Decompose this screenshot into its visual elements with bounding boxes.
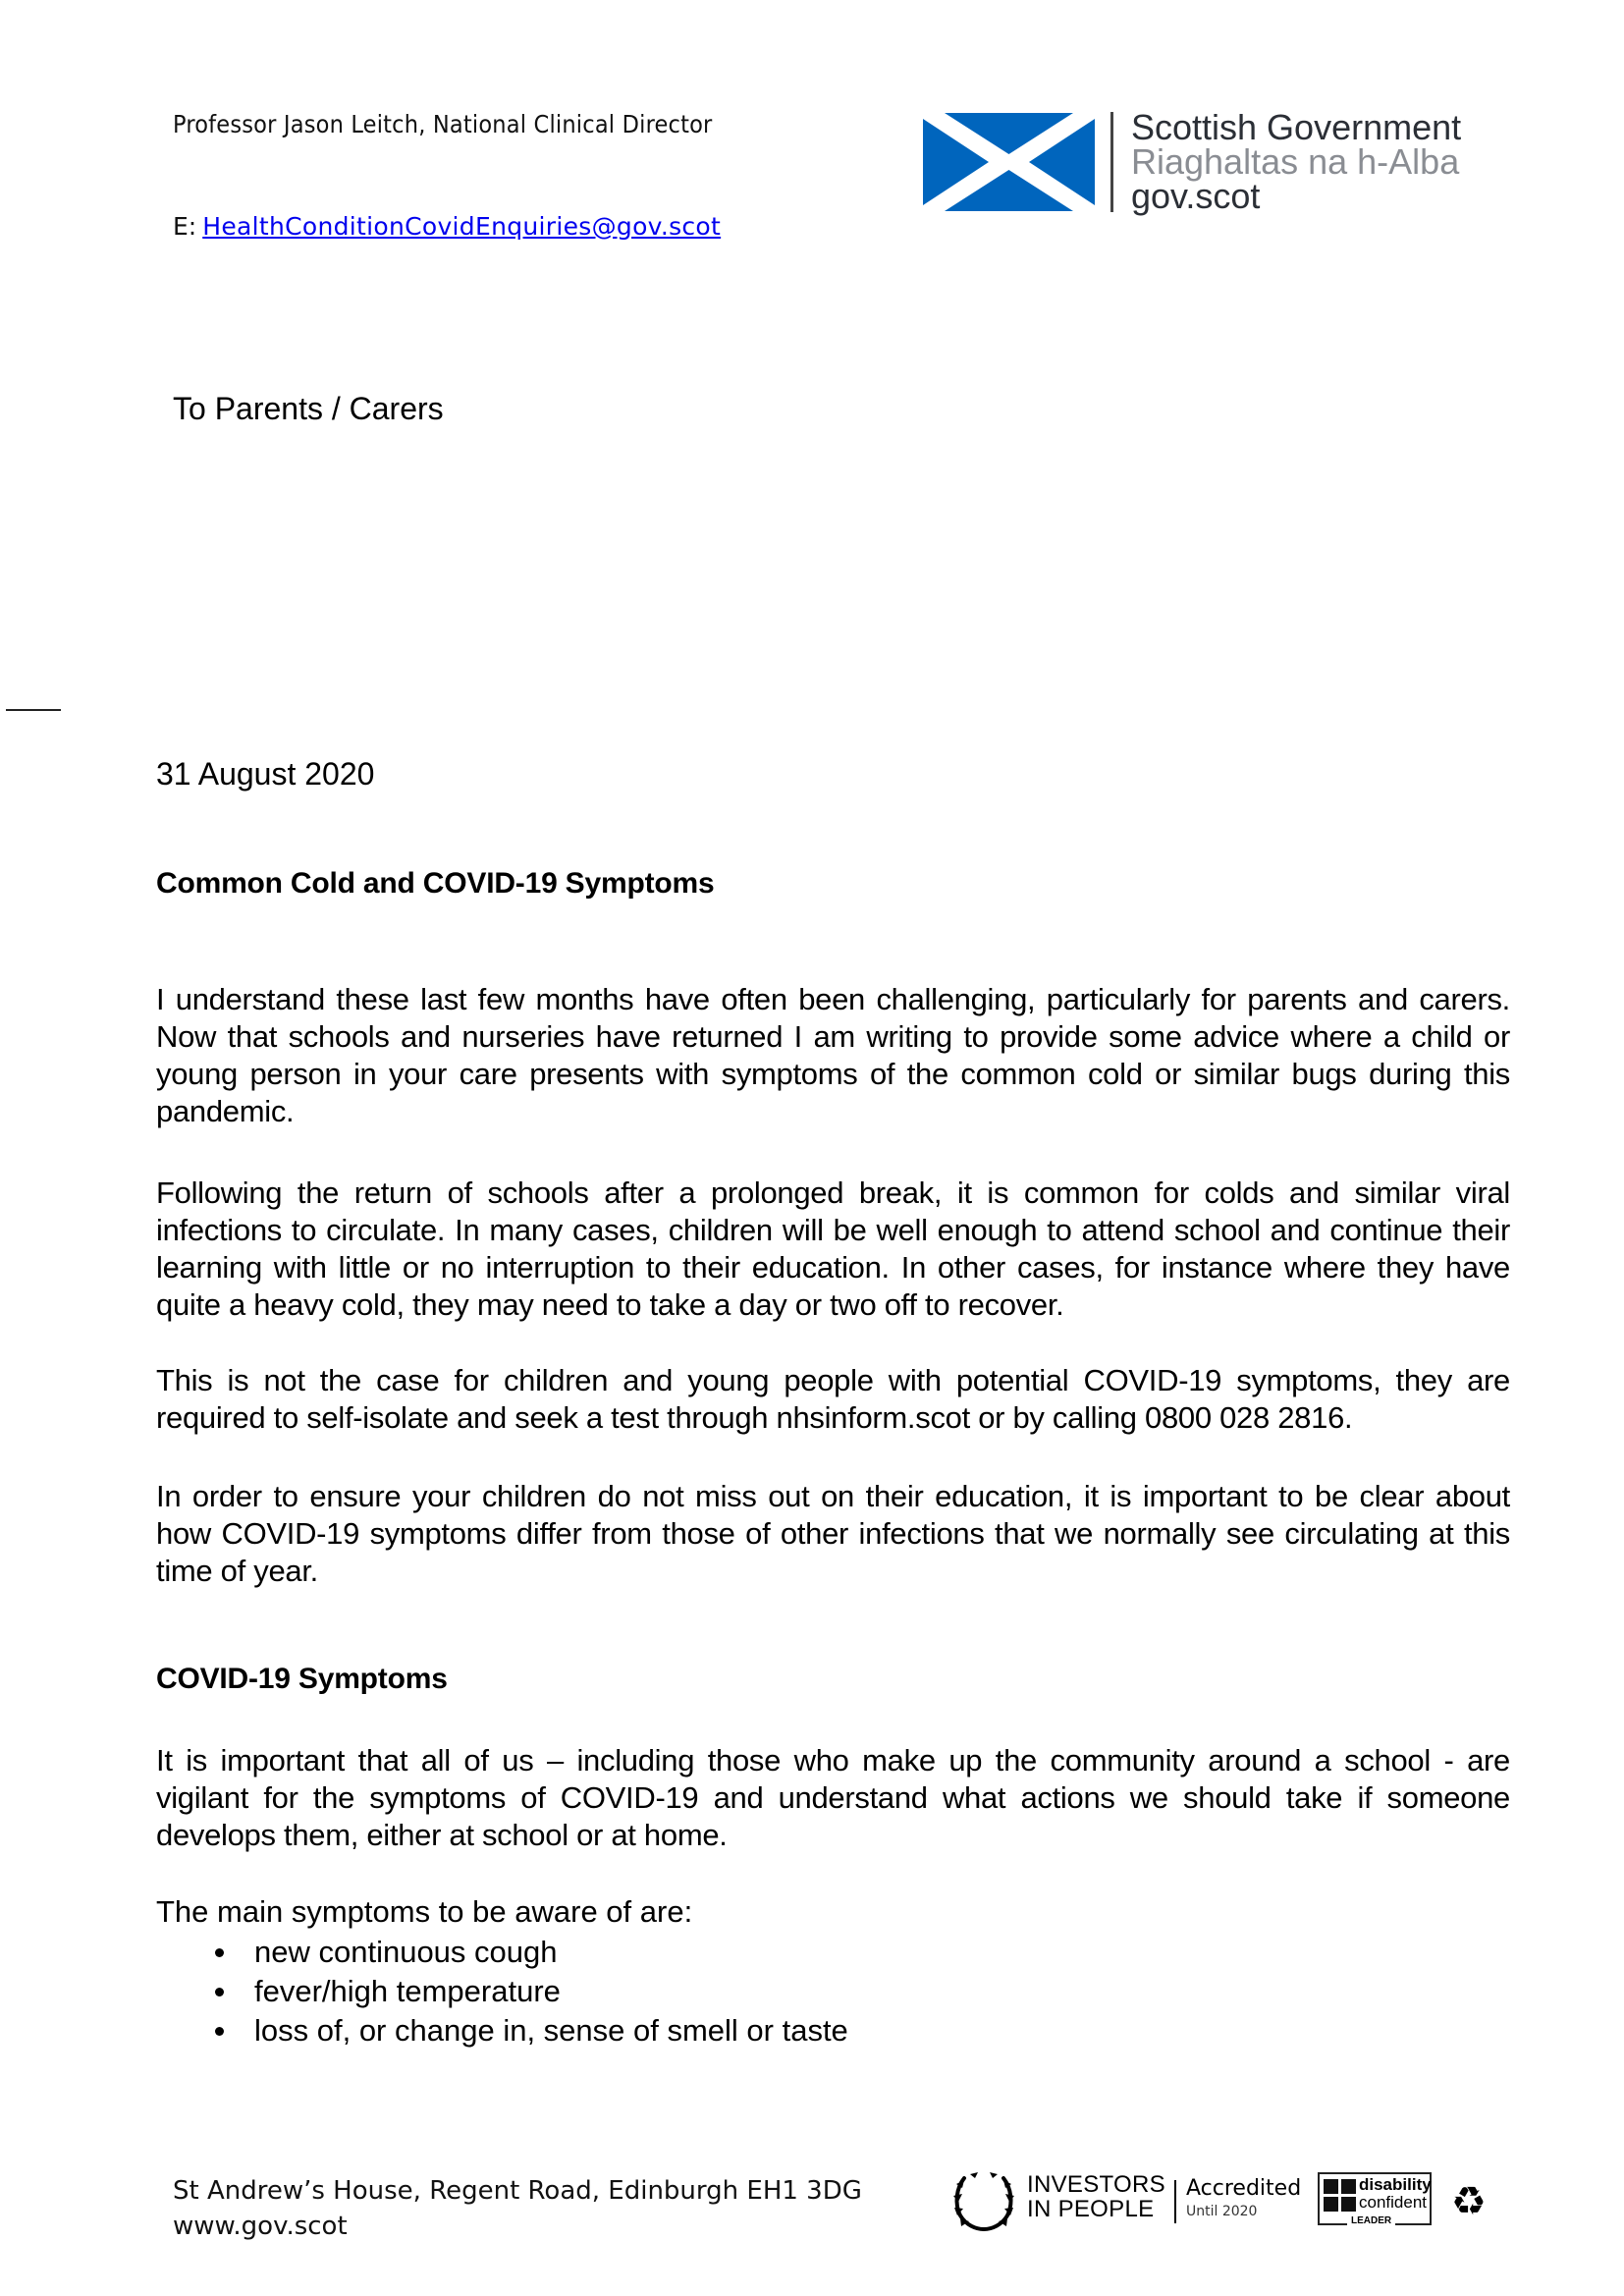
section-heading-covid-symptoms: COVID-19 Symptoms	[156, 1663, 448, 1695]
paragraph-1: I understand these last few months have often been challenging, particularly for parents and carers. Now that schools and nurseries have returned I am writing to provide some advice where a child or young person in your care presents with symptoms of the common cold or similar bugs during this pandemic.	[156, 982, 1510, 1128]
person-badge-icon	[1341, 2197, 1356, 2212]
symptom-text: loss of, or change in, sense of smell or taste	[254, 2013, 848, 2048]
paragraph-4: In order to ensure your children do not miss out on their education, it is important to be clear about how COVID-19 symptoms differ from those of other infections that we normally see circulating at this time of year.	[156, 1479, 1510, 1588]
paragraph-5: It is important that all of us – including those who make up the community around a school - are vigilant for the symptoms of COVID-19 and understand what actions we should take if someone develops them, either at school or at home.	[156, 1743, 1510, 1852]
symptom-text: new continuous cough	[254, 1935, 558, 1969]
iip-divider	[1174, 2180, 1176, 2223]
bullet-icon	[215, 1948, 224, 1957]
email-label: E:	[173, 212, 197, 241]
disability-confident-icons	[1324, 2179, 1356, 2212]
letter-date: 31 August 2020	[156, 756, 375, 792]
investors-in-people-text	[1027, 2172, 1165, 2221]
check-icon	[1341, 2179, 1356, 2194]
iip-line2: IN PEOPLE	[1027, 2196, 1155, 2222]
logo-line-gaelic: Riaghaltas na h-Alba	[1131, 141, 1460, 182]
disability-confident-logo	[1318, 2172, 1432, 2225]
logo-line-domain: gov.scot	[1131, 176, 1261, 216]
recycle-icon: ♻	[1451, 2179, 1487, 2224]
accreditation-text	[1186, 2178, 1301, 2222]
footer-address-block	[173, 2173, 862, 2244]
fold-mark	[6, 709, 61, 711]
bullet-icon	[215, 2027, 224, 2036]
saltire-flag-icon	[923, 113, 1095, 211]
scottish-government-logo	[923, 107, 1512, 226]
logo-text	[1131, 107, 1462, 216]
salutation: To Parents / Carers	[173, 391, 444, 426]
list-item	[211, 1972, 848, 2011]
dc-line2: confident	[1359, 2193, 1427, 2212]
laurel-wreath-icon	[950, 2170, 1017, 2233]
accredited-label: Accredited	[1186, 2176, 1302, 2201]
footer-address: St Andrew’s House, Regent Road, Edinburgh EH1 3DG	[173, 2176, 862, 2206]
dc-line1: disability	[1359, 2175, 1432, 2194]
symptoms-intro: The main symptoms to be aware of are:	[156, 1894, 693, 1929]
letter-heading: Common Cold and COVID-19 Symptoms	[156, 867, 715, 900]
bullet-icon	[215, 1988, 224, 1996]
footer-website: www.gov.scot	[173, 2212, 348, 2241]
sender-name: Professor Jason Leitch, National Clinical Director	[173, 110, 713, 138]
dc-level: LEADER	[1347, 2215, 1395, 2226]
list-item	[211, 1933, 848, 1972]
people-icon	[1324, 2179, 1338, 2194]
logo-divider	[1110, 112, 1113, 212]
padlock-icon	[1324, 2197, 1338, 2212]
symptoms-list	[211, 1933, 848, 2050]
list-item	[211, 2011, 848, 2050]
email-link[interactable]: HealthConditionCovidEnquiries@gov.scot	[202, 212, 722, 241]
iip-line1: INVESTORS	[1027, 2171, 1165, 2198]
logo-line-english: Scottish Government	[1131, 107, 1462, 147]
symptom-text: fever/high temperature	[254, 1974, 561, 2008]
paragraph-2: Following the return of schools after a prolonged break, it is common for colds and similar viral infections to circulate. In many cases, children will be well enough to attend school and continue their learning with little or no interruption to their education. In other cases, for instance where they have quite a heavy cold, they may need to take a day or two off to recover.	[156, 1175, 1510, 1322]
paragraph-3: This is not the case for children and young people with potential COVID-19 symptoms, they are required to self-isolate and seek a test through nhsinform.scot or by calling 0800 028 2816.	[156, 1363, 1510, 1435]
email-line	[173, 212, 721, 241]
accredited-until: Until 2020	[1186, 2204, 1258, 2219]
